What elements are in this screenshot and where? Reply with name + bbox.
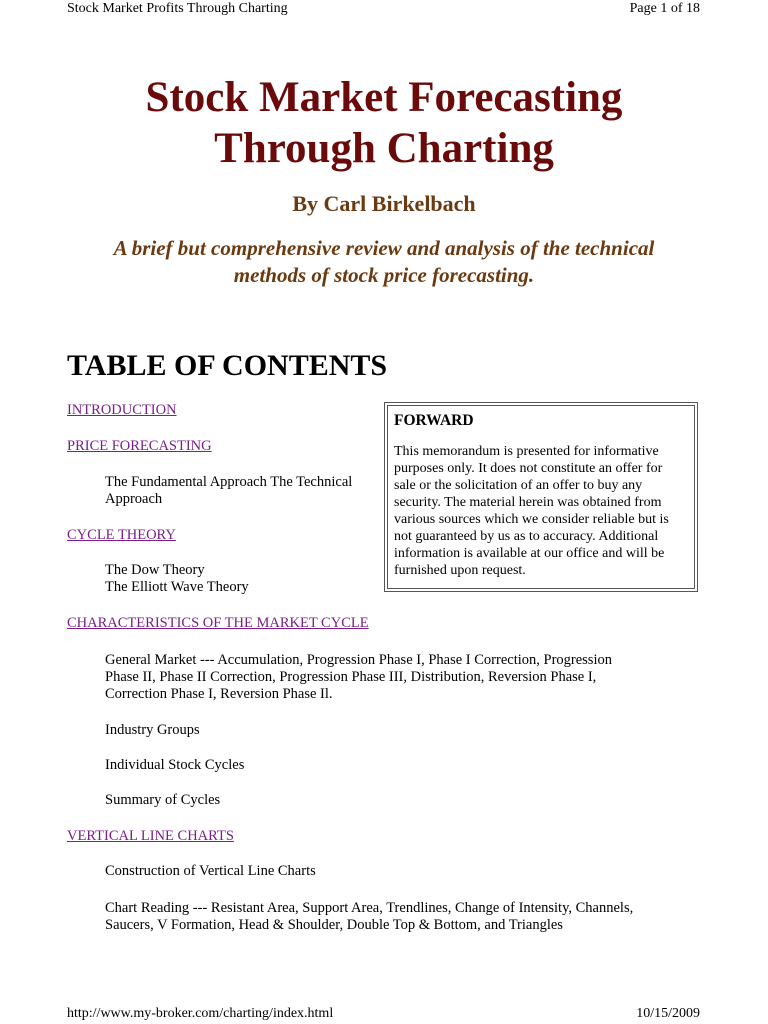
document-title-line-2: Through Charting (214, 125, 554, 172)
toc-sub-line: The Fundamental Approach The Technical (105, 474, 353, 490)
toc-link-price-forecasting[interactable]: PRICE FORECASTING (67, 438, 212, 454)
toc-sub-price-forecasting (105, 474, 352, 508)
toc-sub-individual-stock: Individual Stock Cycles (105, 757, 245, 773)
toc-sub-line: Chart Reading --- Resistant Area, Support Area, Trendlines, Change of Intensity, Channels, (105, 900, 634, 916)
toc-link-cycle-theory[interactable]: CYCLE THEORY (67, 527, 176, 543)
toc-link-introduction[interactable]: INTRODUCTION (67, 402, 177, 418)
toc-sub-industry-groups: Industry Groups (105, 722, 200, 738)
toc-sub-general-market (105, 652, 612, 703)
toc-sub-cycle-theory (105, 562, 249, 596)
toc-sub-summary-cycles: Summary of Cycles (105, 792, 221, 808)
forward-text-line: This memorandum is presented for informative (394, 444, 659, 459)
forward-box (384, 402, 698, 592)
toc-sub-line: General Market --- Accumulation, Progression Phase I, Phase I Correction, Progression (105, 652, 612, 668)
forward-title: FORWARD (394, 412, 474, 429)
forward-text-line: security. The material herein was obtained from (394, 495, 662, 510)
page-footer-date: 10/15/2009 (636, 1006, 700, 1021)
toc-link-market-cycle[interactable]: CHARACTERISTICS OF THE MARKET CYCLE (67, 615, 369, 631)
document-title (0, 72, 768, 174)
page-footer-url: http://www.my-broker.com/charting/index.html (67, 1006, 334, 1021)
forward-box-inner (387, 405, 695, 589)
toc-heading: TABLE OF CONTENTS (67, 349, 388, 382)
page-number: Page 1 of 18 (629, 1, 700, 16)
author-byline: By Carl Birkelbach (292, 191, 476, 216)
subtitle-line-2: methods of stock price forecasting. (233, 263, 535, 287)
page-header-title: Stock Market Profits Through Charting (67, 1, 288, 16)
subtitle-line-1: A brief but comprehensive review and analysis of the technical (113, 236, 655, 260)
document-title-line-1: Stock Market Forecasting (145, 74, 623, 121)
toc-sub-line: Phase II, Phase II Correction, Progression Phase III, Distribution, Reversion Phase I, (105, 669, 597, 685)
toc-sub-line: Correction Phase I, Reversion Phase Il. (105, 686, 333, 702)
toc-sub-construction: Construction of Vertical Line Charts (105, 863, 316, 879)
toc-sub-line: The Dow Theory (105, 562, 205, 578)
forward-text-line: information is available at our office and will be (394, 546, 665, 561)
toc-sub-line: The Elliott Wave Theory (105, 579, 249, 595)
forward-text-line: not guaranteed by us as to accuracy. Additional (394, 529, 659, 544)
forward-text-line: purposes only. It does not constitute an offer for (394, 461, 663, 476)
forward-text-line: sale or the solicitation of an offer to buy any (394, 478, 643, 493)
document-subtitle (60, 235, 708, 289)
toc-sub-chart-reading (105, 900, 633, 934)
forward-text-line: various sources which we consider reliable but is (394, 512, 669, 527)
forward-text-line: furnished upon request. (394, 563, 526, 578)
toc-link-vertical-line-charts[interactable]: VERTICAL LINE CHARTS (67, 828, 234, 844)
forward-text (394, 443, 688, 579)
toc-sub-line: Saucers, V Formation, Head & Shoulder, Double Top & Bottom, and Triangles (105, 917, 563, 933)
toc-sub-line: Approach (105, 491, 163, 507)
